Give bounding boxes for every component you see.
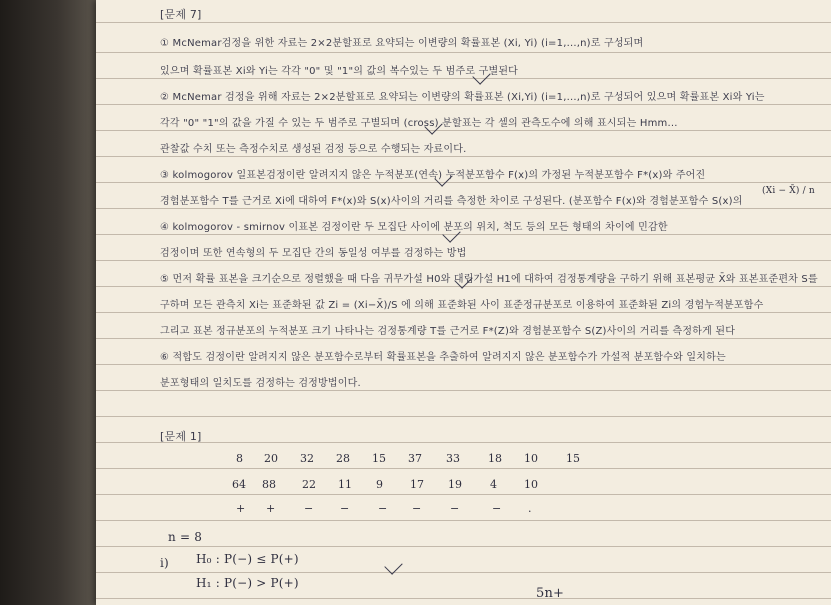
sign-cell: . (528, 502, 532, 515)
sign-cell: + (236, 502, 246, 515)
data-cell: 28 (336, 452, 350, 465)
data-cell: 11 (338, 478, 352, 491)
data-cell: 4 (490, 478, 497, 491)
item-4-line-1: ④ kolmogorov - smirnov 이표본 검정이란 두 모집단 사이에 분포의 위치, 척도 등의 모든 형태의 차이에 민감한 (160, 222, 668, 233)
item-1-line-1: ① McNemar검정을 위한 자료는 2×2분할표로 요약되는 이변량의 확률표본 (Xi, Yi) (i=1,...,n)로 구성되며 (160, 38, 644, 49)
notebook-page (96, 0, 831, 605)
data-cell: 18 (488, 452, 502, 465)
sign-cell: − (412, 502, 422, 515)
sign-cell: − (378, 502, 388, 515)
sign-cell: + (266, 502, 276, 515)
item-6-line-2: 분포형태의 일치도를 검정하는 검정방법이다. (160, 378, 361, 389)
hypothesis-label: i) (160, 556, 169, 570)
data-cell: 10 (524, 452, 538, 465)
alternative-hypothesis: H₁ : P(−) > P(+) (196, 576, 299, 590)
data-cell: 15 (566, 452, 580, 465)
item-6-line-1: ⑥ 적합도 검정이란 알려지지 않은 분포함수로부터 확률표본을 추출하여 알려지지 않은 분포함수가 가설적 분포함수와 일치하는 (160, 352, 726, 363)
data-cell: 88 (262, 478, 276, 491)
data-cell: 17 (410, 478, 424, 491)
item-1-line-2: 있으며 확률표본 Xi와 Yi는 각각 "0" 및 "1"의 값의 복수있는 두 범주로 구별된다 (160, 66, 519, 77)
sign-cell: − (450, 502, 460, 515)
item-5-line-1: ⑤ 먼저 확률 표본을 크기순으로 정렬했을 때 다음 귀무가설 H0와 대립가설 H1에 대하여 검정통계량을 구하기 위해 표본평균 X̄와 표본표준편차 S를 (160, 274, 818, 285)
item-4-line-2: 검정이며 또한 연속형의 두 모집단 간의 동일성 여부를 검정하는 방법 (160, 248, 467, 259)
item-2-line-1: ② McNemar 검정을 위해 자료는 2×2분할표로 요약되는 이변량의 확률표본 (Xi,Yi) (i=1,...,n)로 구성되어 있으며 확률표본 Xi와 Yi는 (160, 92, 765, 103)
data-cell: 64 (232, 478, 246, 491)
data-cell: 15 (372, 452, 386, 465)
data-cell: 9 (376, 478, 383, 491)
item-2-line-3: 관찰값 수치 또는 측정수치로 생성된 검정 등으로 수행되는 자료이다. (160, 144, 467, 155)
sign-cell: − (304, 502, 314, 515)
data-cell: 8 (236, 452, 243, 465)
data-cell: 19 (448, 478, 462, 491)
null-hypothesis: H₀ : P(−) ≤ P(+) (196, 552, 299, 566)
data-cell: 32 (300, 452, 314, 465)
sample-size: n = 8 (168, 530, 203, 544)
sign-cell: − (492, 502, 502, 515)
scan-margin (0, 0, 96, 605)
item-5-line-3: 그리고 표본 정규분포의 누적분포 크기 나타나는 검정통계량 T를 근거로 F*(Z)와 경험분포함수 S(Z)사이의 거리를 측정하게 된다 (160, 326, 736, 337)
item-3-line-1: ③ kolmogorov 일표본검정이란 알려지지 않은 누적분포(연속) 누적분포함수 F(x)의 가정된 누적분포함수 F*(x)와 주어진 (160, 170, 706, 181)
data-cell: 20 (264, 452, 278, 465)
item-3-line-2: 경험분포함수 T를 근거로 Xi에 대하여 F*(x)와 S(x)사이의 거리를 측정한 차이로 구성된다. (분포함수 F(x)와 경험분포함수 S(x)의 (160, 196, 743, 207)
sign-cell: − (340, 502, 350, 515)
formula-fraction: (Xi − X̄) / n (762, 186, 815, 196)
data-cell: 37 (408, 452, 422, 465)
problem-7-header: [문제 7] (160, 8, 202, 21)
item-2-line-2: 각각 "0" "1"의 값을 가질 수 있는 두 범주로 구별되며 (cross) 분할표는 각 셀의 관측도수에 의해 표시되는 Hmm... (160, 118, 678, 129)
data-cell: 33 (446, 452, 460, 465)
item-5-line-2: 구하며 모든 관측치 Xi는 표준화된 값 Zi = (Xi−X̄)/S 에 의해 표준화된 사이 표준정규분포로 이용하여 표준화된 Zi의 경험누적분포함수 (160, 300, 764, 311)
data-cell: 22 (302, 478, 316, 491)
problem-1-header: [문제 1] (160, 430, 202, 443)
data-cell: 10 (524, 478, 538, 491)
bottom-scribble: 5n+ (536, 586, 565, 601)
